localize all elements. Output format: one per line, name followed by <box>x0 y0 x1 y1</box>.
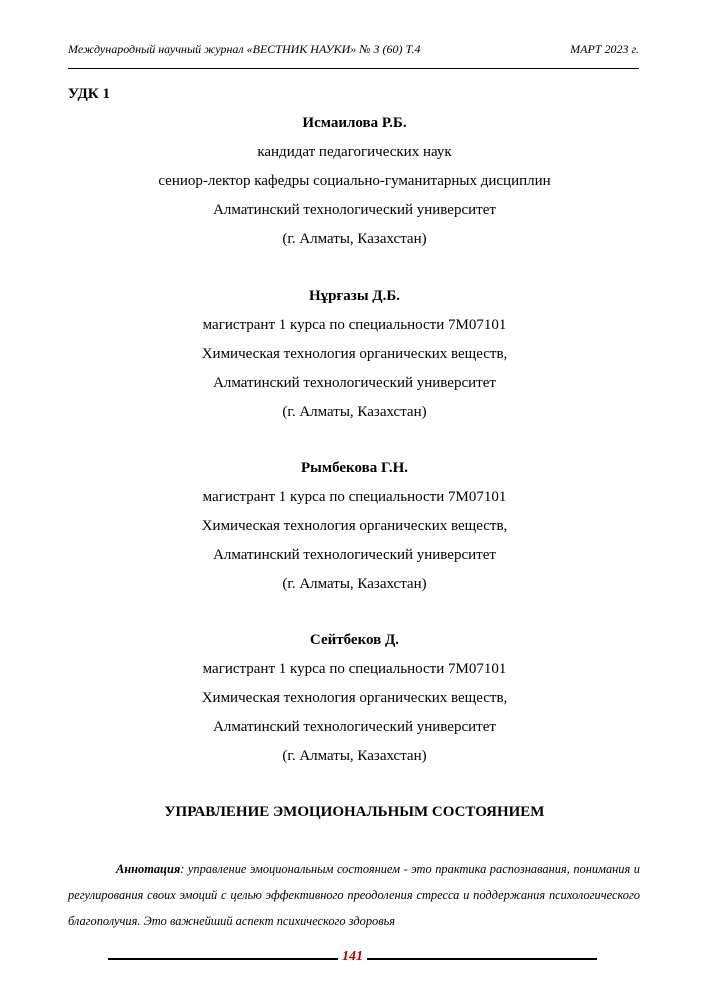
author-block <box>0 109 709 254</box>
footer-rule-left <box>108 958 338 960</box>
journal-title: Международный научный журнал «ВЕСТНИК НАУКИ» № 3 (60) Т.4 <box>68 42 421 56</box>
author-block <box>0 282 709 427</box>
author-affiliation: Алматинский технологический университет <box>213 719 496 735</box>
author-affiliation: Алматинский технологический университет <box>213 202 496 218</box>
author-position: сениор-лектор кафедры социально-гуманитарных дисциплин <box>158 173 551 189</box>
page-footer <box>108 943 597 965</box>
author-degree: магистрант 1 курса по специальности 7М07101 <box>202 661 507 677</box>
author-location: (г. Алматы, Казахстан) <box>282 576 427 592</box>
author-degree: магистрант 1 курса по специальности 7М07101 <box>202 489 507 505</box>
author-location: (г. Алматы, Казахстан) <box>282 748 427 764</box>
author-degree: магистрант 1 курса по специальности 7М07101 <box>202 317 507 333</box>
abstract-label: Аннотация <box>116 862 181 876</box>
article-title: УПРАВЛЕНИЕ ЭМОЦИОНАЛЬНЫМ СОСТОЯНИЕМ <box>164 804 545 820</box>
author-block <box>0 626 709 771</box>
author-degree: кандидат педагогических наук <box>257 144 452 160</box>
author-name: Рымбекова Г.Н. <box>301 460 408 476</box>
author-block <box>0 454 709 599</box>
author-specialty: Химическая технология органических веществ, <box>201 346 508 362</box>
author-affiliation: Алматинский технологический университет <box>213 547 496 563</box>
abstract-paragraph <box>68 856 640 934</box>
footer-rule-right <box>367 958 597 960</box>
author-specialty: Химическая технология органических веществ, <box>201 518 508 534</box>
author-name: Сейтбеков Д. <box>309 632 400 648</box>
author-location: (г. Алматы, Казахстан) <box>282 404 427 420</box>
issue-date: МАРТ 2023 г. <box>570 42 639 56</box>
page-number: 141 <box>342 949 363 964</box>
author-name: Исмаилова Р.Б. <box>302 115 407 131</box>
author-specialty: Химическая технология органических веществ, <box>201 690 508 706</box>
author-location: (г. Алматы, Казахстан) <box>282 231 427 247</box>
header-divider <box>68 68 639 69</box>
author-affiliation: Алматинский технологический университет <box>213 375 496 391</box>
running-header <box>68 42 639 57</box>
abstract-text: : управление эмоциональным состоянием - это практика распознавания, понимания и регулирования своих эмоций с целью эффективного преодоления стресса и поддержания психологического благополучия. Это важнейший аспект психического здоровья <box>68 862 640 928</box>
udk-code: УДК 1 <box>68 86 110 102</box>
author-name: Нұрғазы Д.Б. <box>308 288 401 304</box>
